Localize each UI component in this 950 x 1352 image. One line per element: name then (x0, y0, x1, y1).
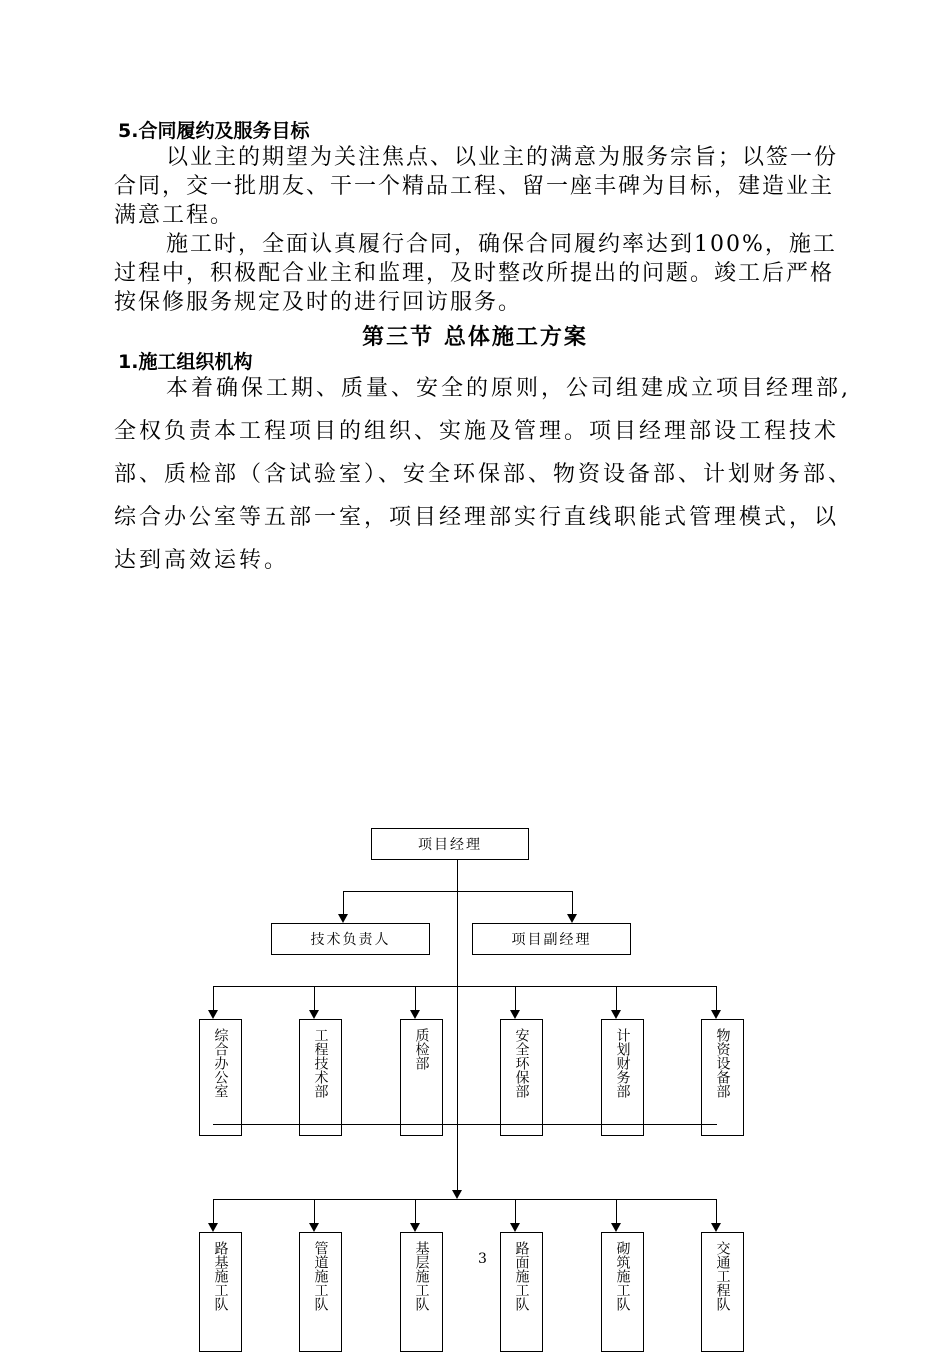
section1-heading: 1.施工组织机构 (118, 351, 253, 373)
section5-body (114, 143, 854, 317)
arrow-down-icon (410, 1223, 420, 1232)
connector-line (314, 1199, 315, 1225)
arrow-down-icon (510, 1223, 520, 1232)
dept-label: 工程技术部 (312, 1028, 329, 1098)
org-node-tech-lead: 技术负责人 (271, 923, 430, 955)
connector-line (213, 1124, 717, 1125)
team-pavement (500, 1232, 543, 1352)
arrow-down-icon (338, 914, 348, 923)
connector-line (716, 986, 717, 1012)
arrow-down-icon (208, 1223, 218, 1232)
dept-label: 综合办公室 (212, 1028, 229, 1098)
dept-engineering-tech (299, 1019, 342, 1136)
connector-line (515, 986, 516, 1012)
arrow-down-icon (611, 1010, 621, 1019)
connector-line (616, 986, 617, 1012)
connector-line (213, 1199, 717, 1200)
dept-quality-inspection (400, 1019, 443, 1136)
arrow-down-icon (208, 1010, 218, 1019)
section5-paragraph-1: 以业主的期望为关注焦点、以业主的满意为服务宗旨；以签一份合同，交一批朋友、干一个精品工程、留一座丰碑为目标，建造业主满意工程。 (114, 145, 839, 228)
connector-line (716, 1199, 717, 1225)
arrow-down-icon (611, 1223, 621, 1232)
team-traffic-engineering (701, 1232, 744, 1352)
dept-label: 安全环保部 (513, 1028, 530, 1098)
connector-line (616, 1199, 617, 1225)
team-label: 砌筑施工队 (614, 1241, 631, 1311)
arrow-down-icon (309, 1223, 319, 1232)
connector-line (572, 891, 573, 915)
dept-general-office (199, 1019, 242, 1136)
team-label: 管道施工队 (312, 1241, 329, 1311)
dept-materials-equipment (701, 1019, 744, 1136)
connector-line (314, 986, 315, 1012)
arrow-down-icon (711, 1010, 721, 1019)
connector-line (213, 986, 717, 987)
section-title: 第三节 总体施工方案 (362, 325, 588, 350)
team-label: 基层施工队 (413, 1241, 430, 1311)
org-node-deputy-manager: 项目副经理 (472, 923, 631, 955)
arrow-down-icon (309, 1010, 319, 1019)
section1-body (114, 367, 854, 582)
section1-paragraph: 本着确保工期、质量、安全的原则，公司组建成立项目经理部,全权负责本工程项目的组织、实施及管理。项目经理部设工程技术部、质检部（含试验室）、安全环保部、物资设备部、计划财务部、综合办公室等五部一室，项目经理部实行直线职能式管理模式，以达到高效运转。 (114, 376, 854, 573)
team-label: 交通工程队 (714, 1241, 731, 1311)
arrow-down-icon (510, 1010, 520, 1019)
connector-line (415, 1199, 416, 1225)
connector-line (213, 1199, 214, 1225)
arrow-down-icon (452, 1190, 462, 1199)
team-subgrade (199, 1232, 242, 1352)
dept-label: 计划财务部 (614, 1028, 631, 1098)
team-label: 路基施工队 (212, 1241, 229, 1311)
team-label: 路面施工队 (513, 1241, 530, 1311)
section5-heading: 5.合同履约及服务目标 (118, 120, 310, 142)
connector-line (343, 891, 344, 915)
connector-line (213, 986, 214, 1012)
connector-line (343, 891, 573, 892)
arrow-down-icon (567, 914, 577, 923)
team-pipeline (299, 1232, 342, 1352)
team-masonry (601, 1232, 644, 1352)
dept-planning-finance (601, 1019, 644, 1136)
connector-line (515, 1199, 516, 1225)
dept-label: 质检部 (413, 1028, 430, 1070)
section5-paragraph-2: 施工时，全面认真履行合同，确保合同履约率达到100%，施工过程中，积极配合业主和监理，及时整改所提出的问题。竣工后严格按保修服务规定及时的进行回访服务。 (114, 232, 837, 315)
org-node-project-manager: 项目经理 (371, 828, 529, 860)
connector-line (415, 986, 416, 1012)
arrow-down-icon (410, 1010, 420, 1019)
page-number: 3 (478, 1251, 487, 1267)
arrow-down-icon (711, 1223, 721, 1232)
dept-label: 物资设备部 (714, 1028, 731, 1098)
connector-line (457, 860, 458, 1192)
dept-safety-environment (500, 1019, 543, 1136)
team-base-layer (400, 1232, 443, 1352)
